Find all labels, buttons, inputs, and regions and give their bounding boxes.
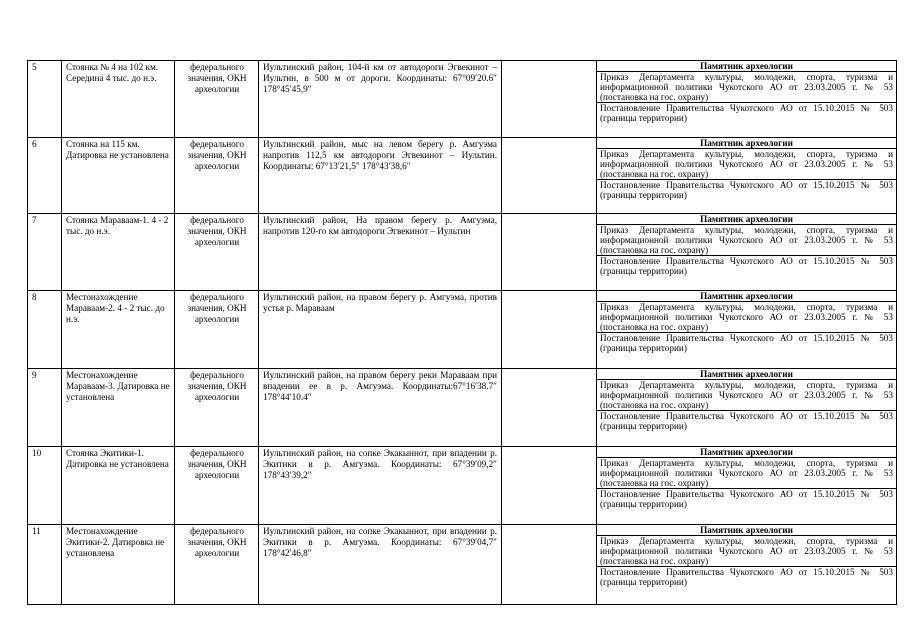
- empty-cell: [502, 138, 597, 214]
- documents-cell: [597, 291, 897, 369]
- doc-category-header: Памятник археологии: [597, 61, 896, 72]
- row-number: 5: [28, 61, 62, 138]
- object-status: федерального значения, ОКН археологии: [175, 447, 259, 525]
- object-name: Стоянка Мараваам-1. 4 - 2 тыс. до н.э.: [62, 214, 175, 291]
- doc-order: Приказ Департамента культуры, молодежи, спорта, туризма и информационной политики Чукотского АО от 23.03.2005 г. № 53 (постановка на гос. охрану): [597, 149, 896, 180]
- doc-category-header: Памятник археологии: [597, 447, 896, 458]
- documents-cell: [597, 447, 897, 525]
- doc-category-header: Памятник археологии: [597, 525, 896, 536]
- doc-decree: Постановление Правительства Чукотского АО от 15.10.2015 № 503 (границы территории): [597, 411, 896, 432]
- object-status: федерального значения, ОКН археологии: [175, 291, 259, 369]
- row-number: 8: [28, 291, 62, 369]
- object-location: Иультинский район, мыс на левом берегу р. Амгуэма напротив 112,5 км автодороги Эгвекинот – Иультин. Координаты: 67°13′21,5″ 178°43′38,6″: [259, 138, 502, 214]
- object-location: Иультинский район, на правом берегу р. Амгуэма, против устья р. Мараваам: [259, 291, 502, 369]
- documents-cell: [597, 138, 897, 214]
- object-location: Иультинский район, на сопке Экакыннот, при впадении р. Экитики в р. Амгуэма. Координаты: 67°39′04,7″ 178°42′46,8″: [259, 525, 502, 605]
- table-row: [28, 447, 897, 525]
- object-status: федерального значения, ОКН археологии: [175, 214, 259, 291]
- object-status: федерального значения, ОКН археологии: [175, 369, 259, 447]
- table-row: [28, 525, 897, 605]
- documents-cell: [597, 369, 897, 447]
- doc-category-header: Памятник археологии: [597, 214, 896, 225]
- object-name: Стоянка Экитики-1. Датировка не установлена: [62, 447, 175, 525]
- table-row: [28, 291, 897, 369]
- doc-decree: Постановление Правительства Чукотского АО от 15.10.2015 № 503 (границы территории): [597, 489, 896, 510]
- row-number: 7: [28, 214, 62, 291]
- doc-order: Приказ Департамента культуры, молодежи, спорта, туризма и информационной политики Чукотского АО от 23.03.2005 г. № 53 (постановка на гос. охрану): [597, 380, 896, 411]
- object-name: Стоянка на 115 км. Датировка не установлена: [62, 138, 175, 214]
- table-row: [28, 61, 897, 138]
- doc-decree: Постановление Правительства Чукотского АО от 15.10.2015 № 503 (границы территории): [597, 567, 896, 588]
- documents-cell: [597, 525, 897, 605]
- heritage-register-table: [27, 60, 897, 605]
- doc-order: Приказ Департамента культуры, молодежи, спорта, туризма и информационной политики Чукотского АО от 23.03.2005 г. № 53 (постановка на гос. охрану): [597, 302, 896, 333]
- doc-order: Приказ Департамента культуры, молодежи, спорта, туризма и информационной политики Чукотского АО от 23.03.2005 г. № 53 (постановка на гос. охрану): [597, 458, 896, 489]
- empty-cell: [502, 214, 597, 291]
- object-location: Иультинский район, На правом берегу р. Амгуэма, напротив 120-го км автодороги Эгвекинот – Иультин: [259, 214, 502, 291]
- doc-decree: Постановление Правительства Чукотского АО от 15.10.2015 № 503 (границы территории): [597, 333, 896, 354]
- doc-order: Приказ Департамента культуры, молодежи, спорта, туризма и информационной политики Чукотского АО от 23.03.2005 г. № 53 (постановка на гос. охрану): [597, 536, 896, 567]
- object-name: Местонахождение Мараваам-3. Датировка не установлена: [62, 369, 175, 447]
- table-row: [28, 138, 897, 214]
- empty-cell: [502, 525, 597, 605]
- doc-decree: Постановление Правительства Чукотского АО от 15.10.2015 № 503 (границы территории): [597, 103, 896, 124]
- object-location: Иультинский район, 104-й км от автодороги Эгвекинот – Иультин, в 500 м от дороги. Координаты: 67°09′20.6″ 178°45′45,9″: [259, 61, 502, 138]
- document-page: [27, 60, 893, 604]
- row-number: 11: [28, 525, 62, 605]
- empty-cell: [502, 369, 597, 447]
- table-row: [28, 369, 897, 447]
- documents-cell: [597, 61, 897, 138]
- row-number: 9: [28, 369, 62, 447]
- object-status: федерального значения, ОКН археологии: [175, 61, 259, 138]
- doc-decree: Постановление Правительства Чукотского АО от 15.10.2015 № 503 (границы территории): [597, 180, 896, 201]
- doc-category-header: Памятник археологии: [597, 369, 896, 380]
- object-status: федерального значения, ОКН археологии: [175, 525, 259, 605]
- doc-decree: Постановление Правительства Чукотского АО от 15.10.2015 № 503 (границы территории): [597, 256, 896, 277]
- object-status: федерального значения, ОКН археологии: [175, 138, 259, 214]
- object-name: Местонахождение Мараваам-2. 4 - 2 тыс. до н.э.: [62, 291, 175, 369]
- object-location: Иультинский район, на сопке Экакыннот, при впадении р. Экитики в р. Амгуэма. Координаты: 67°39′09,2″ 178°43′39,2″: [259, 447, 502, 525]
- doc-order: Приказ Департамента культуры, молодежи, спорта, туризма и информационной политики Чукотского АО от 23.03.2005 г. № 53 (постановка на гос. охрану): [597, 225, 896, 256]
- doc-category-header: Памятник археологии: [597, 291, 896, 302]
- doc-order: Приказ Департамента культуры, молодежи, спорта, туризма и информационной политики Чукотского АО от 23.03.2005 г. № 53 (постановка на гос. охрану): [597, 72, 896, 103]
- doc-category-header: Памятник археологии: [597, 138, 896, 149]
- row-number: 10: [28, 447, 62, 525]
- row-number: 6: [28, 138, 62, 214]
- object-location: Иультинский район, на правом берегу реки Мараваам при впадении ее в р. Амгуэма. Координаты:67°16′38.7″ 178°44′10.4″: [259, 369, 502, 447]
- table-row: [28, 214, 897, 291]
- empty-cell: [502, 447, 597, 525]
- documents-cell: [597, 214, 897, 291]
- empty-cell: [502, 61, 597, 138]
- empty-cell: [502, 291, 597, 369]
- object-name: Местонахождение Экитики-2. Датировка не установлена: [62, 525, 175, 605]
- object-name: Стоянка № 4 на 102 км. Середина 4 тыс. до н.э.: [62, 61, 175, 138]
